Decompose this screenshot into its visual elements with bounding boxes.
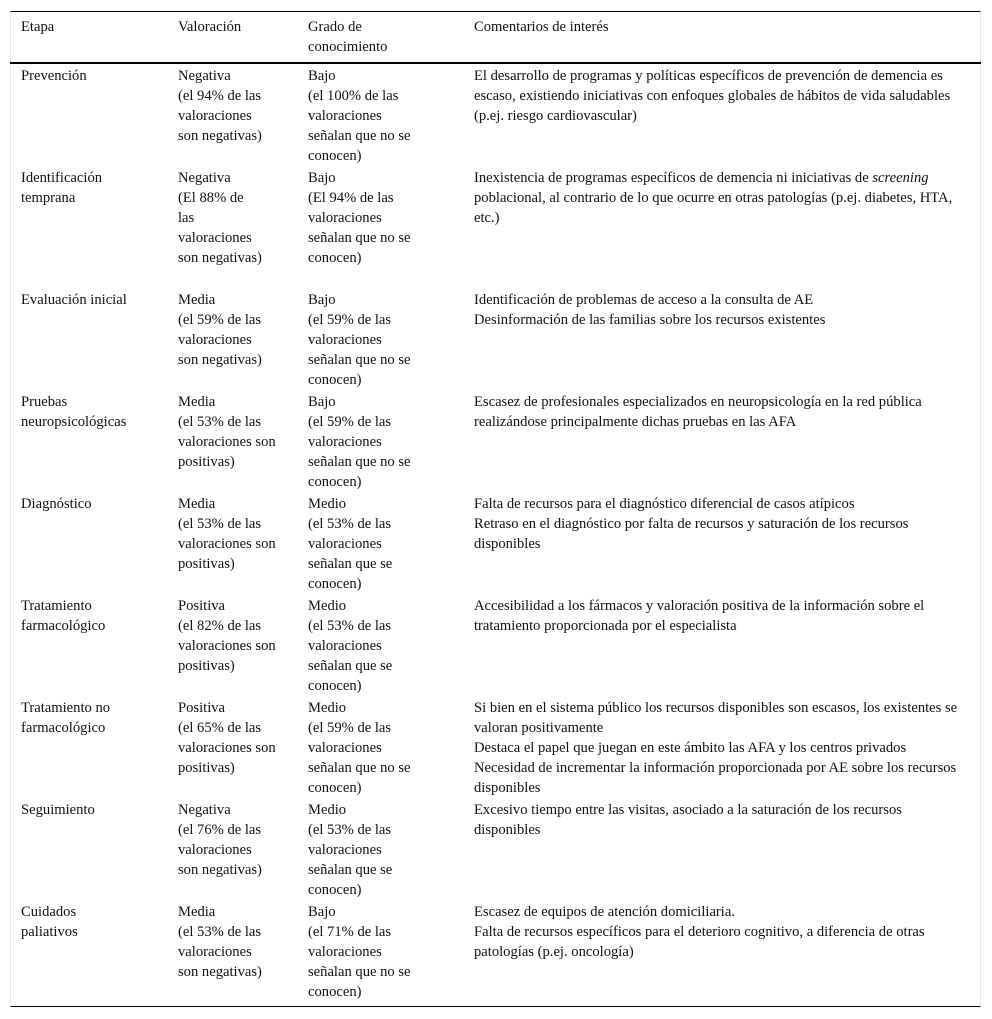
grado-value: Bajo [308,170,336,186]
table-row [10,166,981,288]
header-etapa: Etapa [10,12,167,63]
comment-line: Escasez de profesionales especializados en neuropsicología en la red pública realizándose principalmente dichas pruebas en las AFA [474,394,922,430]
cell-etapa: Diagnóstico [21,496,92,512]
cell-grado [297,288,463,390]
valoracion-value: Media [178,292,216,308]
cell-etapa: Evaluación inicial [21,292,127,308]
comment-line: Excesivo tiempo entre las visitas, asociado a la saturación de los recursos disponibles [474,802,902,838]
comment-line: Si bien en el sistema público los recursos disponibles son escasos, los existentes se valoran positivamente [474,700,958,736]
cell-grado [297,696,463,798]
valoracion-detail: (El 88% de las valoraciones son negativas) [178,190,262,266]
table-header-row [10,12,981,63]
cell-grado [297,594,463,696]
cell-valoracion [167,594,297,696]
grado-value: Medio [308,598,347,614]
table-row [10,798,981,900]
cell-etapa: Cuidados paliativos [21,904,78,940]
cell-comentarios [463,900,981,1002]
table-row [10,63,981,166]
cell-comentarios [463,492,981,594]
comment-line: Retraso en el diagnóstico por falta de recursos y saturación de los recursos disponibles [474,516,909,552]
table-row [10,900,981,1002]
valoracion-detail: (el 59% de las valoraciones son negativas) [178,312,262,368]
cell-etapa: Prevención [21,68,87,84]
grado-detail: (el 53% de las valoraciones señalan que se conocen) [308,822,393,898]
valoracion-value: Media [178,496,216,512]
valoracion-value: Negativa [178,68,231,84]
grado-detail: (el 59% de las valoraciones señalan que no se conocen) [308,414,411,490]
cell-grado [297,492,463,594]
cell-etapa: Identificación temprana [21,170,103,206]
valoracion-value: Positiva [178,700,226,716]
valoracion-value: Negativa [178,170,231,186]
cell-comentarios [463,594,981,696]
valoracion-detail: (el 65% de las valoraciones son positivas) [178,720,276,776]
table-row [10,594,981,696]
grado-value: Bajo [308,904,336,920]
comment-text: Inexistencia de programas específicos de demencia ni iniciativas de [474,170,869,186]
cell-comentarios [463,166,981,288]
grado-value: Bajo [308,394,336,410]
cell-comentarios [463,63,981,166]
table-row [10,288,981,390]
cell-etapa: Seguimiento [21,802,95,818]
cell-valoracion [167,696,297,798]
cell-comentarios [463,390,981,492]
dementia-care-table [10,12,981,1002]
comment-line: Destaca el papel que juegan en este ámbito las AFA y los centros privados [474,740,907,756]
table-row [10,390,981,492]
cell-valoracion [167,63,297,166]
grado-value: Bajo [308,68,336,84]
cell-grado [297,900,463,1002]
header-valoracion: Valoración [167,12,297,63]
comment-emphasis: screening [872,170,929,186]
cell-grado [297,390,463,492]
comment-line: Escasez de equipos de atención domiciliaria. [474,904,735,920]
comment-line: Falta de recursos específicos para el deterioro cognitivo, a diferencia de otras patologías (p.ej. oncología) [474,924,925,960]
cell-grado [297,166,463,288]
cell-valoracion [167,166,297,288]
cell-grado [297,63,463,166]
grado-value: Medio [308,700,347,716]
comment-line: Accesibilidad a los fármacos y valoración positiva de la información sobre el tratamiento proporcionada por el especialista [474,598,925,634]
cell-valoracion [167,390,297,492]
table-row [10,696,981,798]
comment-text: poblacional, al contrario de lo que ocurre en otras patologías (p.ej. diabetes, HTA, etc.) [474,190,953,226]
grado-detail: (el 71% de las valoraciones señalan que no se conocen) [308,924,411,1000]
valoracion-detail: (el 53% de las valoraciones son positivas) [178,516,276,572]
valoracion-value: Positiva [178,598,226,614]
comment-line: El desarrollo de programas y políticas específicos de prevención de demencia es escaso, existiendo iniciativas con enfoques globales de hábitos de vida saludables (p.ej. riesgo cardiovascular) [474,68,951,124]
comment-line: Identificación de problemas de acceso a la consulta de AE [474,292,814,308]
cell-grado [297,798,463,900]
grado-detail: (el 59% de las valoraciones señalan que no se conocen) [308,720,411,796]
cell-etapa: Pruebas neuropsicológicas [21,394,127,430]
valoracion-detail: (el 82% de las valoraciones son positivas) [178,618,276,674]
grado-detail: (el 59% de las valoraciones señalan que no se conocen) [308,312,411,388]
grado-detail: (el 100% de las valoraciones señalan que no se conocen) [308,88,411,164]
header-grado-conocimiento: Grado de conocimiento [297,12,463,63]
cell-etapa: Tratamiento farmacológico [21,598,106,634]
grado-detail: (el 53% de las valoraciones señalan que se conocen) [308,516,393,592]
valoracion-detail: (el 94% de las valoraciones son negativas) [178,88,262,144]
cell-valoracion [167,492,297,594]
cell-comentarios [463,696,981,798]
grado-value: Medio [308,496,347,512]
comment-line: Necesidad de incrementar la información proporcionada por AE sobre los recursos disponibles [474,760,957,796]
header-comentarios: Comentarios de interés [463,12,981,63]
grado-value: Bajo [308,292,336,308]
valoracion-detail: (el 53% de las valoraciones son positivas) [178,414,276,470]
comment-line: Falta de recursos para el diagnóstico diferencial de casos atípicos [474,496,855,512]
comment-line: Desinformación de las familias sobre los recursos existentes [474,312,826,328]
cell-comentarios [463,288,981,390]
cell-valoracion [167,798,297,900]
cell-valoracion [167,288,297,390]
valoracion-detail: (el 76% de las valoraciones son negativas) [178,822,262,878]
cell-valoracion [167,900,297,1002]
comment-line [474,168,970,228]
valoracion-value: Media [178,394,216,410]
grado-detail: (El 94% de las valoraciones señalan que no se conocen) [308,190,411,266]
valoracion-value: Negativa [178,802,231,818]
table-row [10,492,981,594]
cell-etapa: Tratamiento no farmacológico [21,700,111,736]
grado-value: Medio [308,802,347,818]
grado-detail: (el 53% de las valoraciones señalan que se conocen) [308,618,393,694]
valoracion-detail: (el 53% de las valoraciones son negativas) [178,924,262,980]
cell-comentarios [463,798,981,900]
valoracion-value: Media [178,904,216,920]
